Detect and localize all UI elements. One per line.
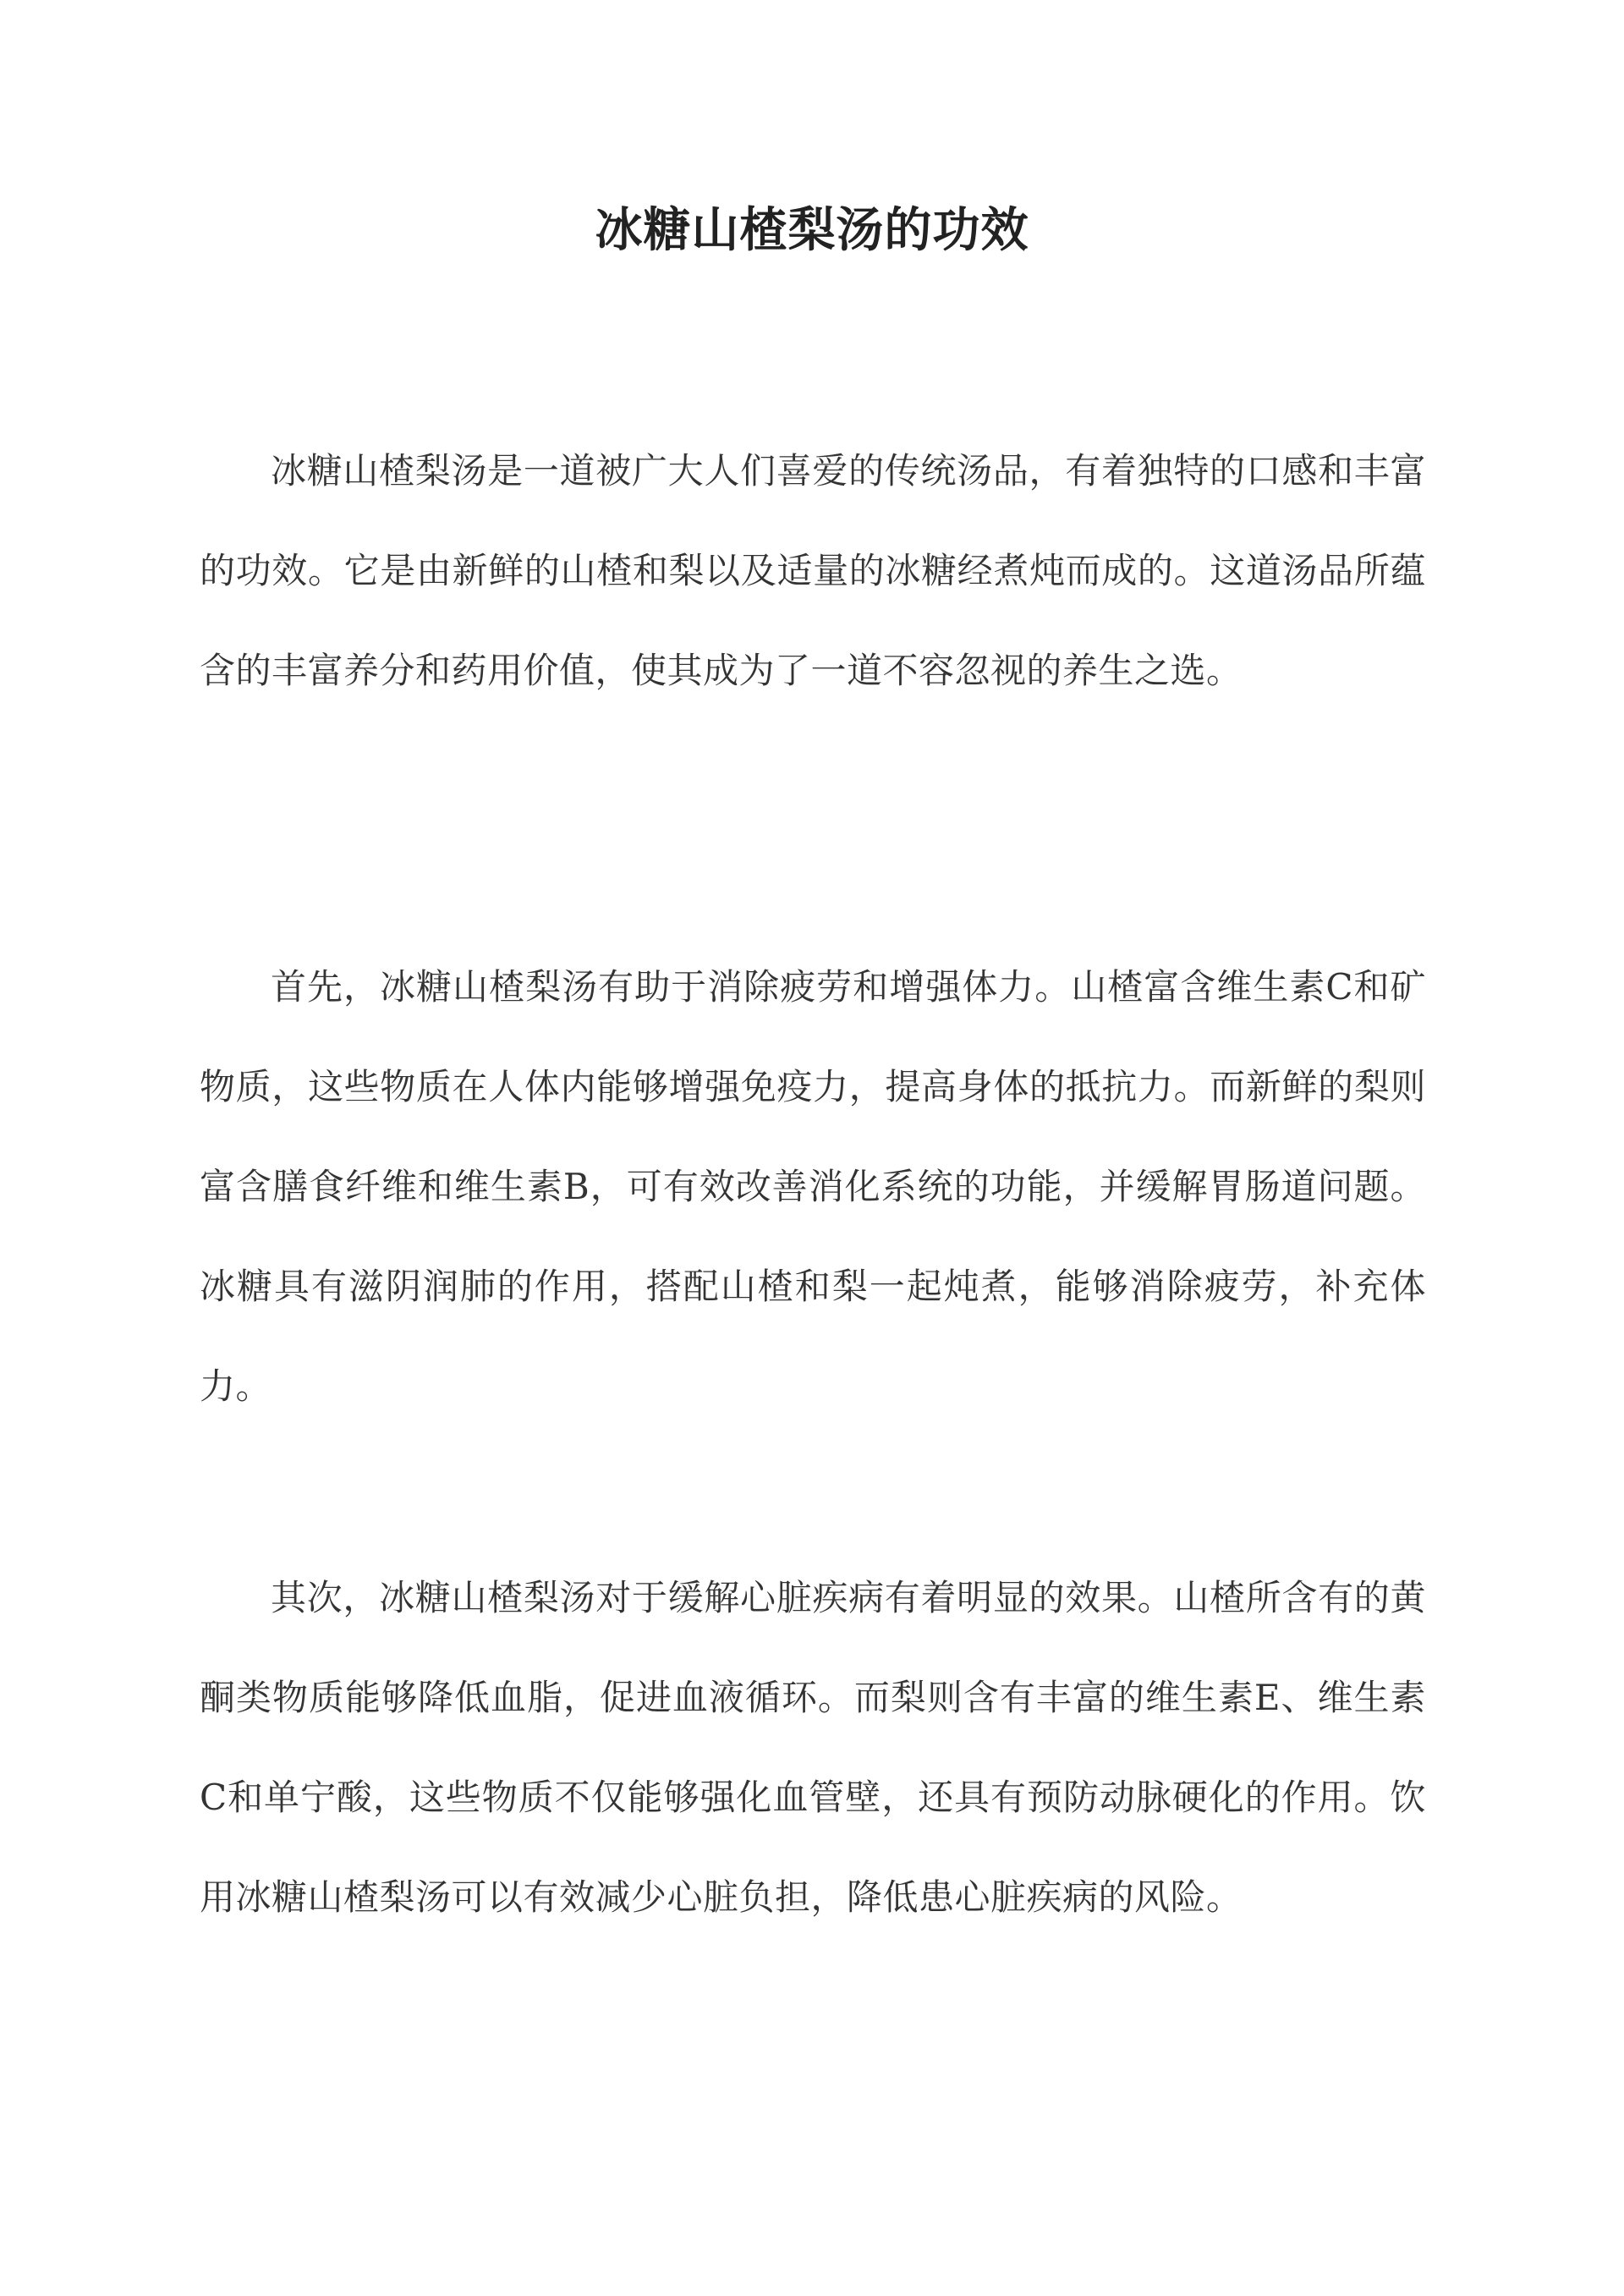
paragraph-intro: 冰糖山楂梨汤是一道被广大人们喜爱的传统汤品，有着独特的口感和丰富的功效。它是由新鲜的山楂和梨以及适量的冰糖经煮炖而成的。这道汤品所蕴含的丰富养分和药用价值，使其成为了一道不容忽视的养生之选。: [200, 450, 1426, 691]
paragraph-heart-health: 其次，冰糖山楂梨汤对于缓解心脏疾病有着明显的效果。山楂所含有的黄酮类物质能够降低血脂，促进血液循环。而梨则含有丰富的维生素E、维生素C和单宁酸，这些物质不仅能够强化血管壁，还具有预防动脉硬化的作用。饮用冰糖山楂梨汤可以有效减少心脏负担，降低患心脏疾病的风险。: [200, 1577, 1426, 1918]
paragraph-fatigue-relief: 首先，冰糖山楂梨汤有助于消除疲劳和增强体力。山楂富含维生素C和矿物质，这些物质在人体内能够增强免疫力，提高身体的抵抗力。而新鲜的梨则富含膳食纤维和维生素B，可有效改善消化系统的功能，并缓解胃肠道问题。冰糖具有滋阴润肺的作用，搭配山楂和梨一起炖煮，能够消除疲劳，补充体力。: [200, 966, 1426, 1407]
document-title: 冰糖山楂梨汤的功效: [595, 202, 1029, 258]
